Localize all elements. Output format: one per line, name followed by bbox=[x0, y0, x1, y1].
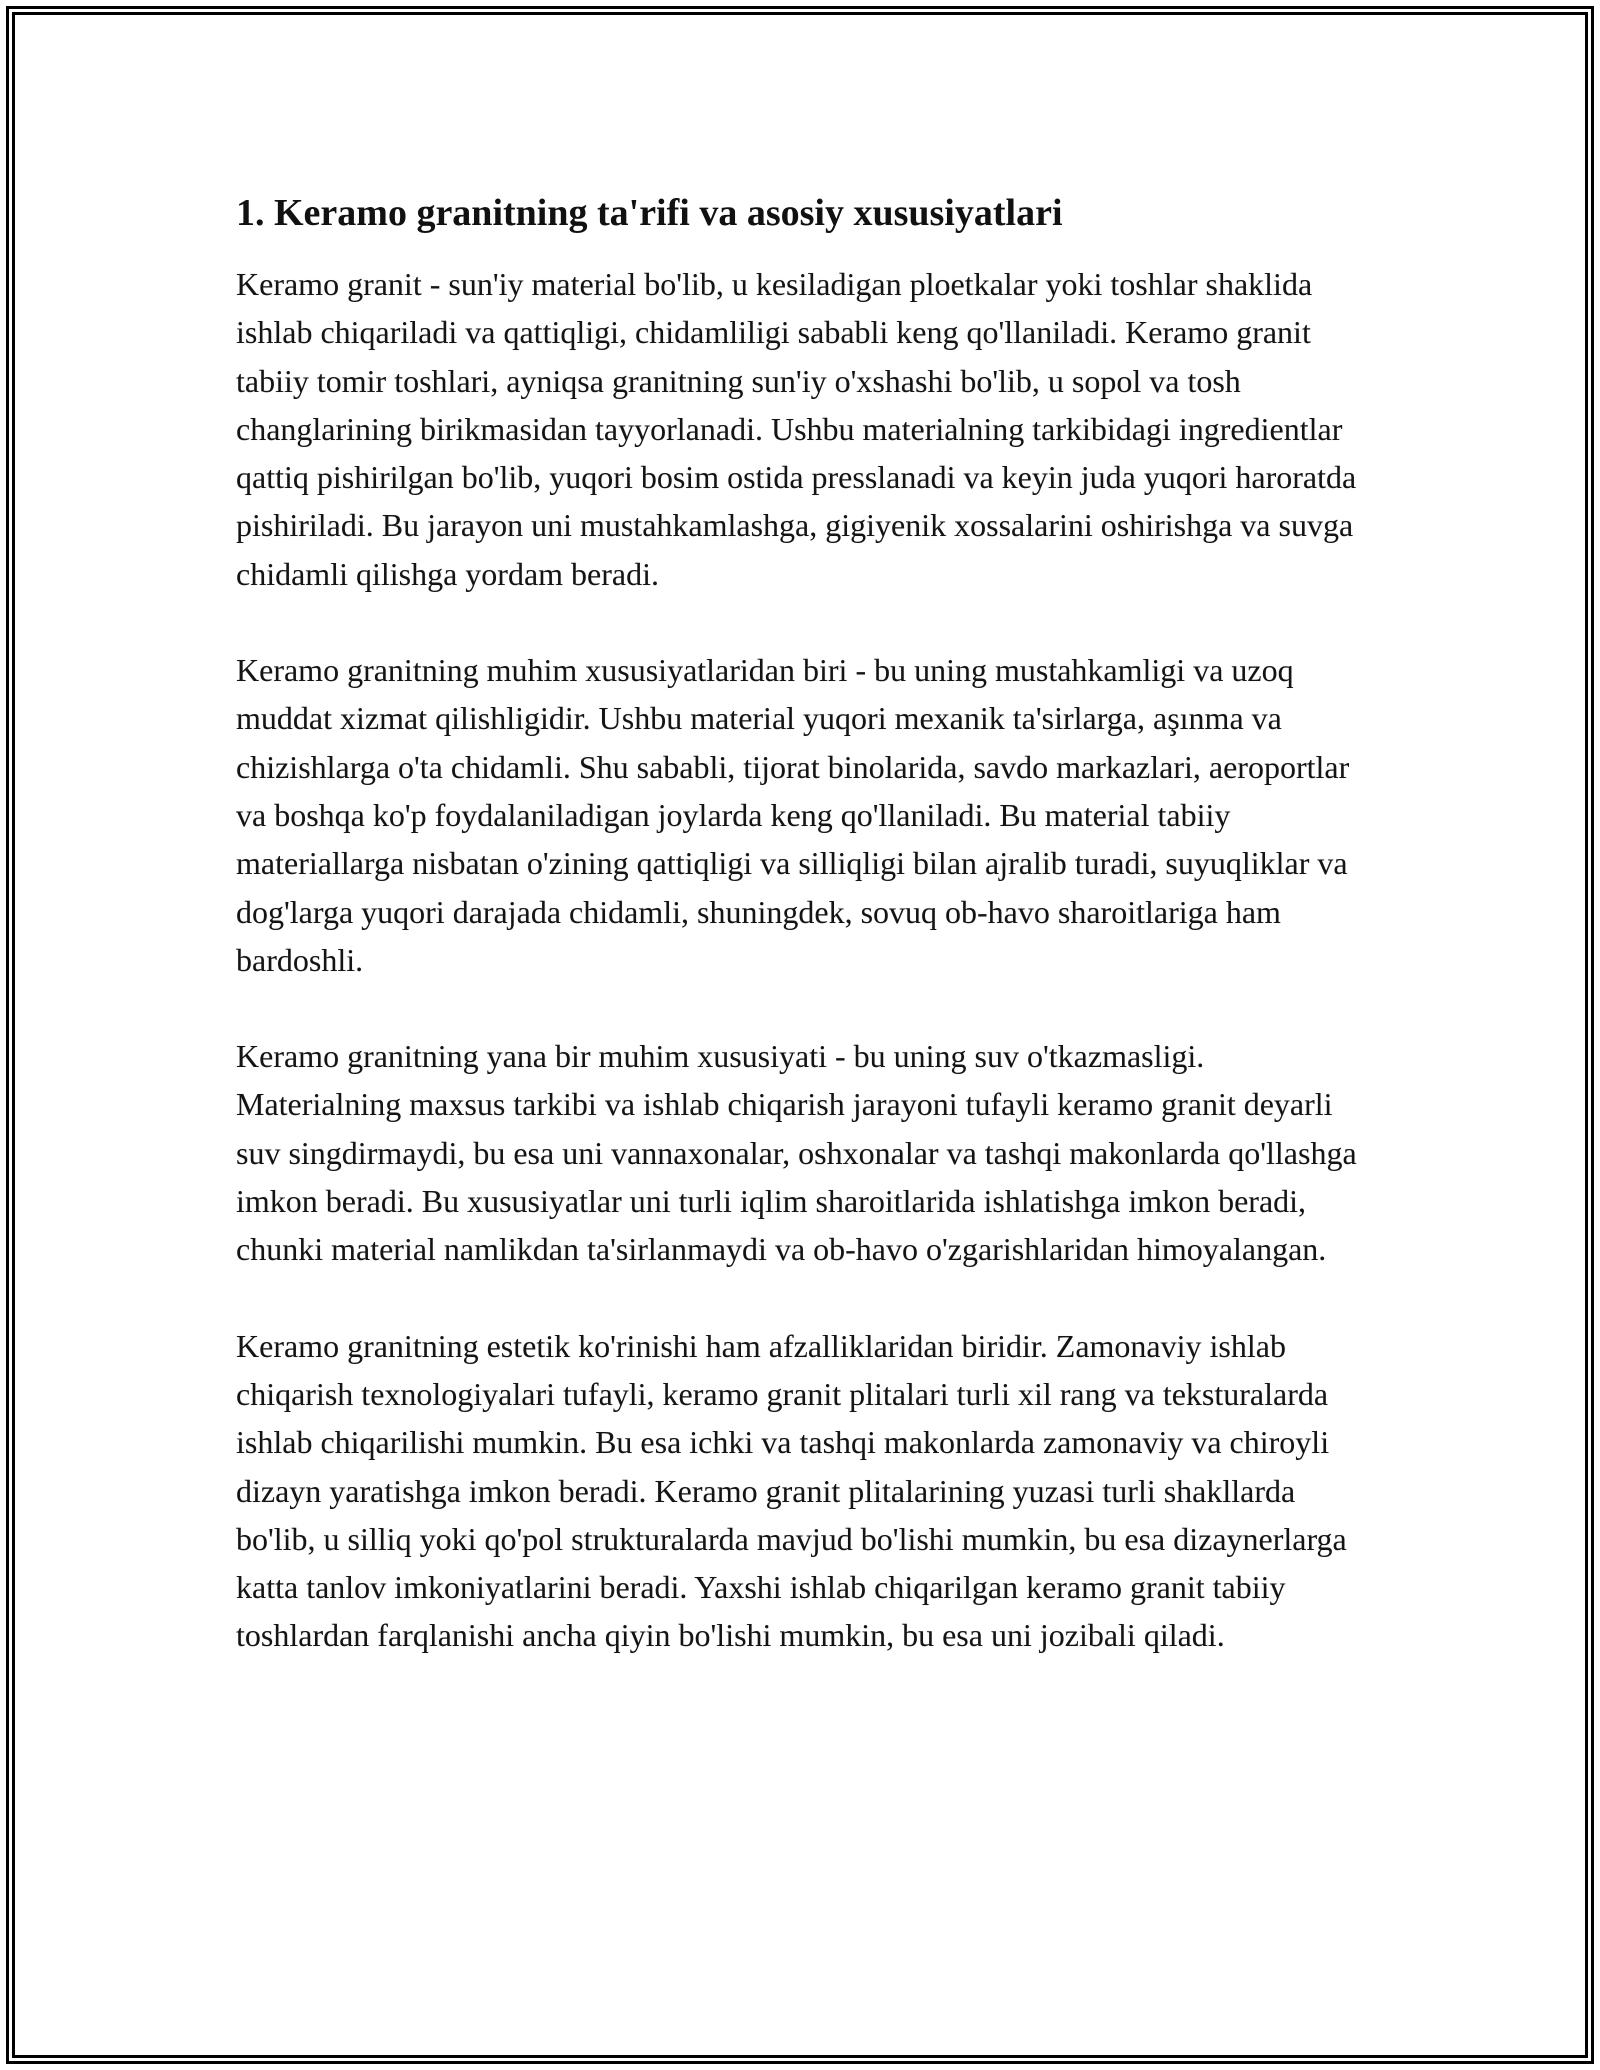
paragraph-aesthetics: Keramo granitning estetik ko'rinishi ham afzalliklaridan biridir. Zamonaviy ishlab chiqarish texnologiyalari tufayli, keramo granit plitalari turli xil rang va teksturalarda ishlab chiqarilishi mumkin. Bu esa ichki va tashqi makonlarda zamonaviy va chiroyli dizayn yaratishga imkon beradi. Keramo granit plitalarining yuzasi turli shakllarda bo'lib, u silliq yoki qo'pol strukturalarda mavjud bo'lishi mumkin, bu esa dizaynerlarga katta tanlov imkoniyatlarini beradi. Yaxshi ishlab chiqarilgan keramo granit tabiiy toshlardan farqlanishi ancha qiyin bo'lishi mumkin, bu esa uni jozibali qiladi. bbox=[236, 1327, 1347, 1654]
paragraph-definition: Keramo granit - sun'iy material bo'lib, u kesiladigan ploetkalar yoki toshlar shaklida ishlab chiqariladi va qattiqligi, chidamliligi sababli keng qo'llaniladi. Keramo granit tabiiy tomir toshlari, ayniqsa granitning sun'iy o'xshashi bo'lib, u sopol va tosh changlarining birikmasidan tayyorlanadi. Ushbu materialning tarkibidagi ingredientlar qattiq pishirilgan bo'lib, yuqori bosim ostida presslanadi va keyin juda yuqori haroratda pishiriladi. Bu jarayon uni mustahkamlashga, gigiyenik xossalarini oshirishga va suvga chidamli qilishga yordam beradi. bbox=[236, 266, 1357, 592]
paragraph-durability: Keramo granitning muhim xususiyatlaridan biri - bu uning mustahkamligi va uzoq muddat xizmat qilishligidir. Ushbu material yuqori mexanik ta'sirlarga, aşınma va chizishlarga o'ta chidamli. Shu sababli, tijorat binolarida, savdo markazlari, aeroportlar va boshqa ko'p foydalaniladigan joylarda keng qo'llaniladi. Bu material tabiiy materiallarga nisbatan o'zining qattiqligi va silliqligi bilan ajralib turadi, suyuqliklar va dog'larga yuqori darajada chidamli, shuningdek, sovuq ob-havo sharoitlariga ham bardoshli. bbox=[236, 652, 1350, 978]
document-body bbox=[236, 188, 1376, 1660]
section-heading: 1. Keramo granitning ta'rifi va asosiy xususiyatlari bbox=[236, 192, 1063, 234]
paragraph-water-resistance: Keramo granitning yana bir muhim xususiyati - bu uning suv o'tkazmasligi. Materialning maxsus tarkibi va ishlab chiqarish jarayoni tufayli keramo granit deyarli suv singdirmaydi, bu esa uni vannaxonalar, oshxonalar va tashqi makonlarda qo'llashga imkon beradi. Bu xususiyatlar uni turli iqlim sharoitlarida ishlatishga imkon beradi, chunki material namlikdan ta'sirlanmaydi va ob-havo o'zgarishlaridan himoyalangan. bbox=[236, 1038, 1357, 1268]
